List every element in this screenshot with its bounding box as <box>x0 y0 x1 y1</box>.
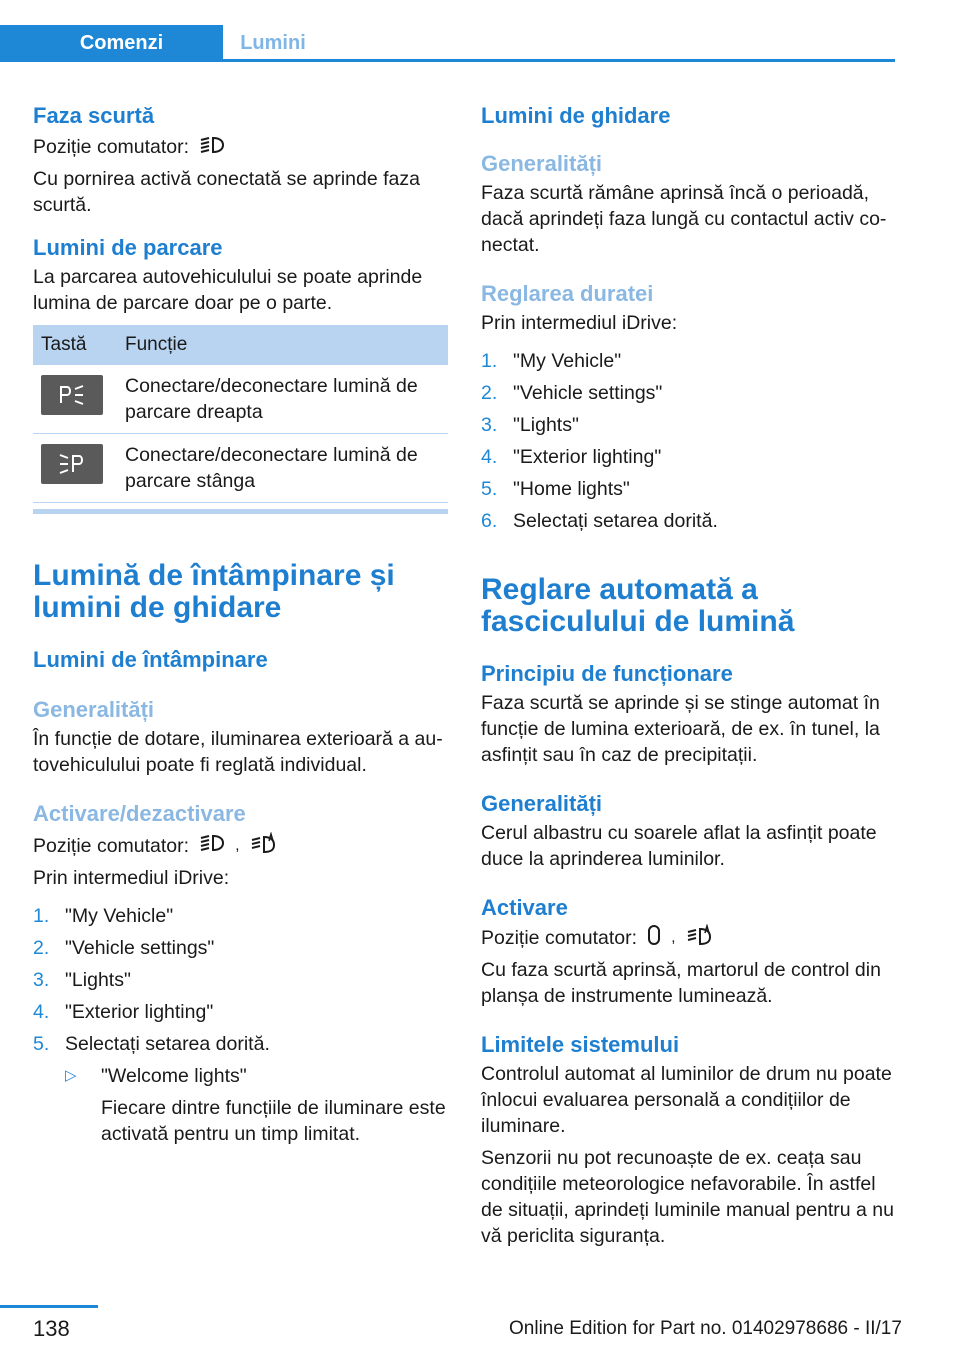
list-item: 1. "My Vehicle" <box>481 350 622 372</box>
switch-label: Poziție comutator: <box>33 834 190 857</box>
list-item: 3. "Lights" <box>481 414 579 436</box>
parking-right-key <box>41 375 103 415</box>
list-item: 6. Selectați setarea dorită. <box>481 510 718 532</box>
table-header-function: Funcție <box>117 325 448 365</box>
parking-right-icon <box>57 383 87 407</box>
header-tabs <box>0 25 895 62</box>
table-row <box>33 434 448 503</box>
page-number: 138 <box>33 1316 70 1341</box>
sub-note: Fiecare dintre funcțiile de iluminare este activată pentru un timp limitat. <box>101 1097 446 1145</box>
separator: , <box>671 928 676 946</box>
table-row <box>33 365 448 434</box>
switch-label: Poziție comutator: <box>33 136 190 158</box>
limitele-text-1: Controlul automat al luminilor de drum nu poate înlocui evaluarea personală a condițiilor de iluminare. <box>481 1063 892 1137</box>
section-title-lumini-parcare: Lumini de parcare <box>33 235 223 260</box>
section-title-lumina-intampinare: Lumină de întâmpinare și lumini de ghidare <box>33 559 395 624</box>
section-title-faza-scurta: Faza scurtă <box>33 103 155 128</box>
switch-position-row <box>33 832 448 859</box>
low-beam-icon <box>199 833 225 858</box>
lights-off-icon <box>647 924 661 951</box>
section-title-lumini-ghidare: Lumini de ghidare <box>481 103 671 128</box>
parking-right-text: Conectare/deconectare lumină de parcare dreapta <box>117 365 448 434</box>
heading-generalitati: Generalități <box>33 697 155 722</box>
parking-left-icon <box>57 452 87 476</box>
footer-rule <box>0 1305 98 1308</box>
auto-light-icon <box>250 832 276 859</box>
list-item: 5. Selectați setarea dorită. <box>33 1033 270 1055</box>
principiu-text: Faza scurtă se aprinde și se stinge automat în funcție de lumina exterioară, de ex. în tunel, la asfințit sau în caz de precipitații. <box>481 692 880 766</box>
idrive-label: Prin intermediul iDrive: <box>33 867 230 889</box>
heading-reglarea-duratei: Reglarea duratei <box>481 281 654 306</box>
sub-list <box>65 1063 448 1089</box>
parking-left-text: Conectare/deconectare lumină de parcare stânga <box>117 434 448 503</box>
list-item: 4. "Exterior lighting" <box>33 1001 214 1023</box>
header-divider <box>0 59 895 62</box>
limitele-text-2: Senzorii nu pot recunoaște de ex. ceața sau condițiile meteorologice nefavorabile. În astfel de situații, aprindeți luminile manual pentru a nu vă periclita siguranța. <box>481 1147 894 1247</box>
subsection-title-generalitati: Generalități <box>481 791 603 816</box>
subsection-title-limitele: Limitele sistemului <box>481 1032 680 1057</box>
list-item: 1. "My Vehicle" <box>33 905 174 927</box>
section-title-reglare-automata: Reglare automată a fasciculului de lumină <box>481 573 795 638</box>
list-item: 5. "Home lights" <box>481 478 630 500</box>
steps-list <box>481 348 895 534</box>
parking-left-key <box>41 444 103 484</box>
separator: , <box>235 836 240 854</box>
auto-light-icon <box>686 924 712 951</box>
steps-list <box>33 903 448 1057</box>
tab-comenzi[interactable]: Comenzi <box>0 25 223 62</box>
subsection-title-activare: Activare <box>481 895 568 920</box>
tab-lumini[interactable]: Lumini <box>223 25 323 62</box>
sub-list-item: ▷ "Welcome lights" <box>65 1065 247 1087</box>
generalitati-text: Cerul albastru cu soarele aflat la asfințit poate duce la aprinderea luminilor. <box>481 822 877 870</box>
switch-position-row <box>33 134 448 160</box>
table-header-row <box>33 325 448 365</box>
faza-scurta-text: Cu pornirea activă conectată se aprinde faza scurtă. <box>33 168 420 216</box>
parking-lights-table <box>33 325 448 503</box>
lumini-parcare-text: La parcarea autovehiculului se poate aprinde lumina de parcare doar pe o parte. <box>33 266 423 314</box>
edition-footer: Online Edition for Part no. 01402978686 - II/17 <box>509 1318 902 1339</box>
right-column <box>481 100 895 1249</box>
list-item: 2. "Vehicle settings" <box>481 382 663 404</box>
low-beam-icon <box>199 135 225 160</box>
list-item: 4. "Exterior lighting" <box>481 446 662 468</box>
subsection-title-lumini-intampinare: Lumini de întâmpinare <box>33 647 268 672</box>
switch-position-row <box>481 924 895 951</box>
switch-label: Poziție comutator: <box>481 926 638 949</box>
table-header-key: Tastă <box>33 325 117 365</box>
table-bottom-rule <box>33 509 448 514</box>
triangle-bullet-icon: ▷ <box>65 1067 77 1084</box>
heading-activare-dezactivare: Activare/dezactivare <box>33 801 246 826</box>
subsection-title-principiu: Principiu de funcționare <box>481 661 733 686</box>
heading-generalitati: Generalități <box>481 151 603 176</box>
list-item: 2. "Vehicle settings" <box>33 937 215 959</box>
left-column <box>33 100 448 1147</box>
lumini-ghidare-text: Faza scurtă rămâne aprinsă încă o perioadă, dacă aprindeți faza lungă cu contactul activ conectat. <box>481 182 887 256</box>
list-item: 3. "Lights" <box>33 969 131 991</box>
activare-text: Cu faza scurtă aprinsă, martorul de control din planșa de instrumente luminează. <box>481 959 881 1007</box>
generalitati-text: În funcție de dotare, iluminarea exterioară a autovehiculului poate fi reglată individual. <box>33 728 443 776</box>
idrive-label: Prin intermediul iDrive: <box>481 312 678 334</box>
